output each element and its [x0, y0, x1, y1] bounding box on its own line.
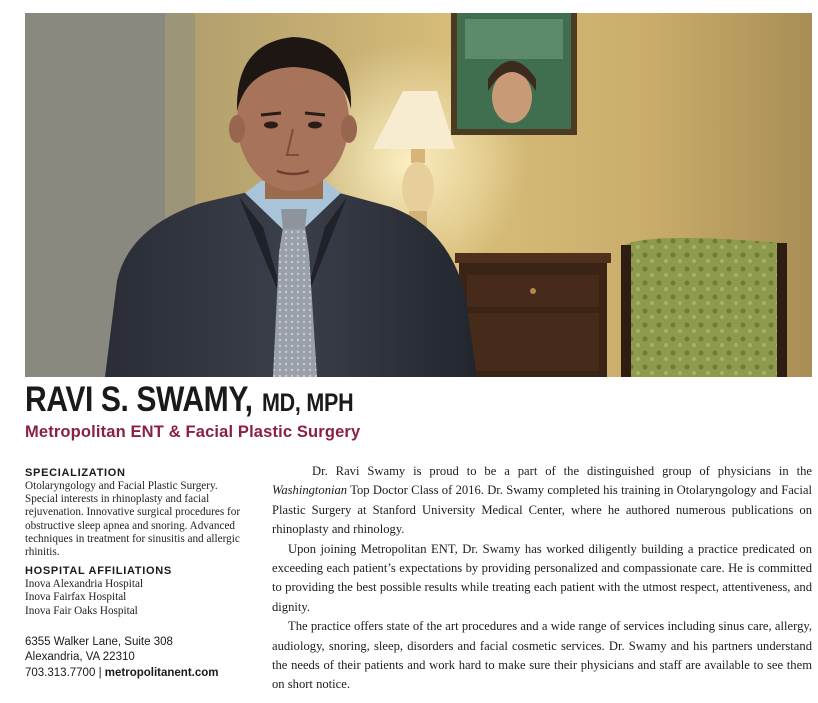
address-line-2: Alexandria, VA 22310: [25, 651, 135, 664]
bio-paragraph-3: The practice offers state of the art procedures and a wide range of services including sinus care, allergy, audiology, snoring, sleep, disorders and facial cosmetic services. Dr. Swamy and his partners understand the needs of their patients and work hard to make sure their physicians and staff are available to see them on short notice.: [272, 619, 812, 692]
sidebar-info: [25, 467, 257, 681]
contact-block: [25, 635, 257, 682]
doctor-photo-illustration: [25, 13, 812, 377]
address-line-1: 6355 Walker Lane, Suite 308: [25, 635, 173, 648]
bio-paragraph-2: Upon joining Metropolitan ENT, Dr. Swamy has worked diligently building a practice predicated on exceeding each patient’s expectations by providing personalized and compassionate care. He is committed to providing the best possible results while treating each patient with the utmost respect, attentiveness, and dignity.: [272, 541, 812, 614]
phone-website-line: [25, 666, 257, 682]
affiliation-item: Inova Fairfax Hospital: [25, 591, 127, 604]
doctor-name-text: RAVI S. SWAMY,: [25, 380, 253, 419]
bio-p1-end: Top Doctor Class of 2016. Dr. Swamy completed his training in Otolaryngology and Facial Plastic Surgery at Stanford University Medical Center, where he authored numerous publications on rhinoplasty and rhinology.: [272, 483, 812, 537]
bio-text: [272, 462, 812, 695]
separator: |: [98, 666, 102, 679]
practice-name: Metropolitan ENT & Facial Plastic Surgery: [25, 423, 361, 441]
affiliations-list: [25, 578, 257, 618]
doctor-name: [25, 382, 368, 417]
affiliation-item: Inova Fair Oaks Hospital: [25, 604, 138, 617]
doctor-photo: [25, 13, 812, 377]
affiliations-heading: HOSPITAL AFFILIATIONS: [25, 565, 172, 578]
affiliation-item: Inova Alexandria Hospital: [25, 578, 144, 591]
doctor-credentials: MD, MPH: [261, 389, 353, 417]
bio-p1-start: Dr. Ravi Swamy is proud to be a part of the distinguished group of physicians in the: [312, 464, 812, 478]
specialization-heading: SPECIALIZATION: [25, 467, 126, 479]
publication-name: Washingtonian: [272, 483, 348, 498]
specialization-text: Otolaryngology and Facial Plastic Surgery. Special interests in rhinoplasty and facial rejuvenation. Innovative surgical procedures for obstructive sleep apnea and snoring. Advanced techniques in treatment for sinusitis and allergic rhinitis.: [25, 480, 241, 559]
phone-number: 703.313.7700: [25, 666, 96, 679]
website-link[interactable]: metropolitanent.com: [104, 666, 219, 679]
bio-paragraph-1: [272, 462, 812, 540]
